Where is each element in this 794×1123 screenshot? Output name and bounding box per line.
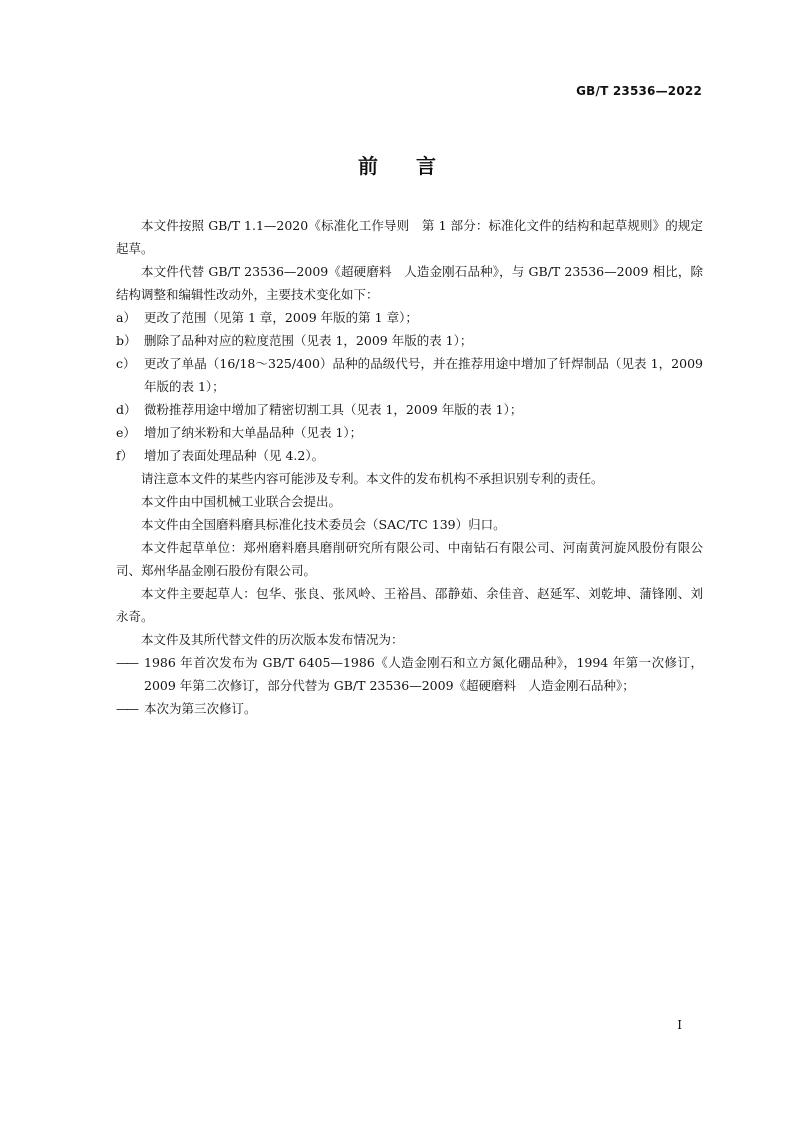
dash-label: —— <box>116 701 137 716</box>
paragraph-drafting-units: 本文件起草单位：郑州磨料磨具磨削研究所有限公司、中南钻石有限公司、河南黄河旋风股份有限公司、郑州华晶金刚石股份有限公司。 <box>116 540 703 578</box>
list-item <box>116 444 703 467</box>
list-text: 增加了表面处理品种（见 4.2）。 <box>144 448 325 463</box>
list-label: b） <box>116 333 137 348</box>
list-label: a） <box>116 310 136 325</box>
page-number: I <box>677 1018 682 1032</box>
paragraph-committee: 本文件由全国磨料磨具标准化技术委员会（SAC/TC 139）归口。 <box>141 517 506 532</box>
page-title: 前言 <box>358 154 474 178</box>
list-item <box>116 421 703 444</box>
list-text: 更改了范围（见第 1 章，2009 年版的第 1 章）； <box>144 310 418 325</box>
list-item <box>116 697 703 720</box>
list-text: 删除了品种对应的粒度范围（见表 1，2009 年版的表 1）； <box>144 333 473 348</box>
paragraph-proposer: 本文件由中国机械工业联合会提出。 <box>141 494 342 509</box>
paragraph-history-intro: 本文件及其所代替文件的历次版本发布情况为： <box>141 632 404 647</box>
paragraph-drafting-rules: 本文件按照 GB/T 1.1—2020《标准化工作导则 第 1 部分：标准化文件的结构和起草规则》的规定起草。 <box>116 218 703 256</box>
list-item <box>116 651 703 697</box>
paragraph-drafters: 本文件主要起草人：包华、张良、张风岭、王裕昌、邵静茹、余佳音、赵延军、刘乾坤、蒲锋刚、刘永奇。 <box>116 586 703 624</box>
paragraph-replacement: 本文件代替 GB/T 23536—2009《超硬磨料 人造金刚石品种》，与 GB/T 23536—2009 相比，除结构调整和编辑性改动外，主要技术变化如下： <box>116 264 703 302</box>
list-text: 本次为第三次修订。 <box>144 701 257 716</box>
standard-number: GB/T 23536—2022 <box>576 84 702 98</box>
list-item <box>116 329 703 352</box>
list-label: f） <box>116 448 134 463</box>
paragraph-patent-notice: 请注意本文件的某些内容可能涉及专利。本文件的发布机构不承担识别专利的责任。 <box>141 471 604 486</box>
list-text: 1986 年首次发布为 GB/T 6405—1986《人造金刚石和立方氮化硼品种》，1994 年第一次修订，2009 年第二次修订，部分代替为 GB/T 23536—2009《超硬磨料 人造金刚石品种》； <box>144 655 703 693</box>
dash-label: —— <box>116 655 137 670</box>
foreword-body <box>116 214 703 720</box>
list-text: 更改了单晶（16/18～325/400）品种的品级代号，并在推荐用途中增加了钎焊制品（见表 1，2009 年版的表 1）； <box>144 356 703 394</box>
list-item <box>116 398 703 421</box>
list-label: e） <box>116 425 136 440</box>
list-item <box>116 352 703 398</box>
list-text: 增加了纳米粉和大单晶品种（见表 1）； <box>144 425 363 440</box>
list-text: 微粉推荐用途中增加了精密切割工具（见表 1，2009 年版的表 1）； <box>144 402 523 417</box>
list-item <box>116 306 703 329</box>
list-label: d） <box>116 402 137 417</box>
list-label: c） <box>116 356 136 371</box>
